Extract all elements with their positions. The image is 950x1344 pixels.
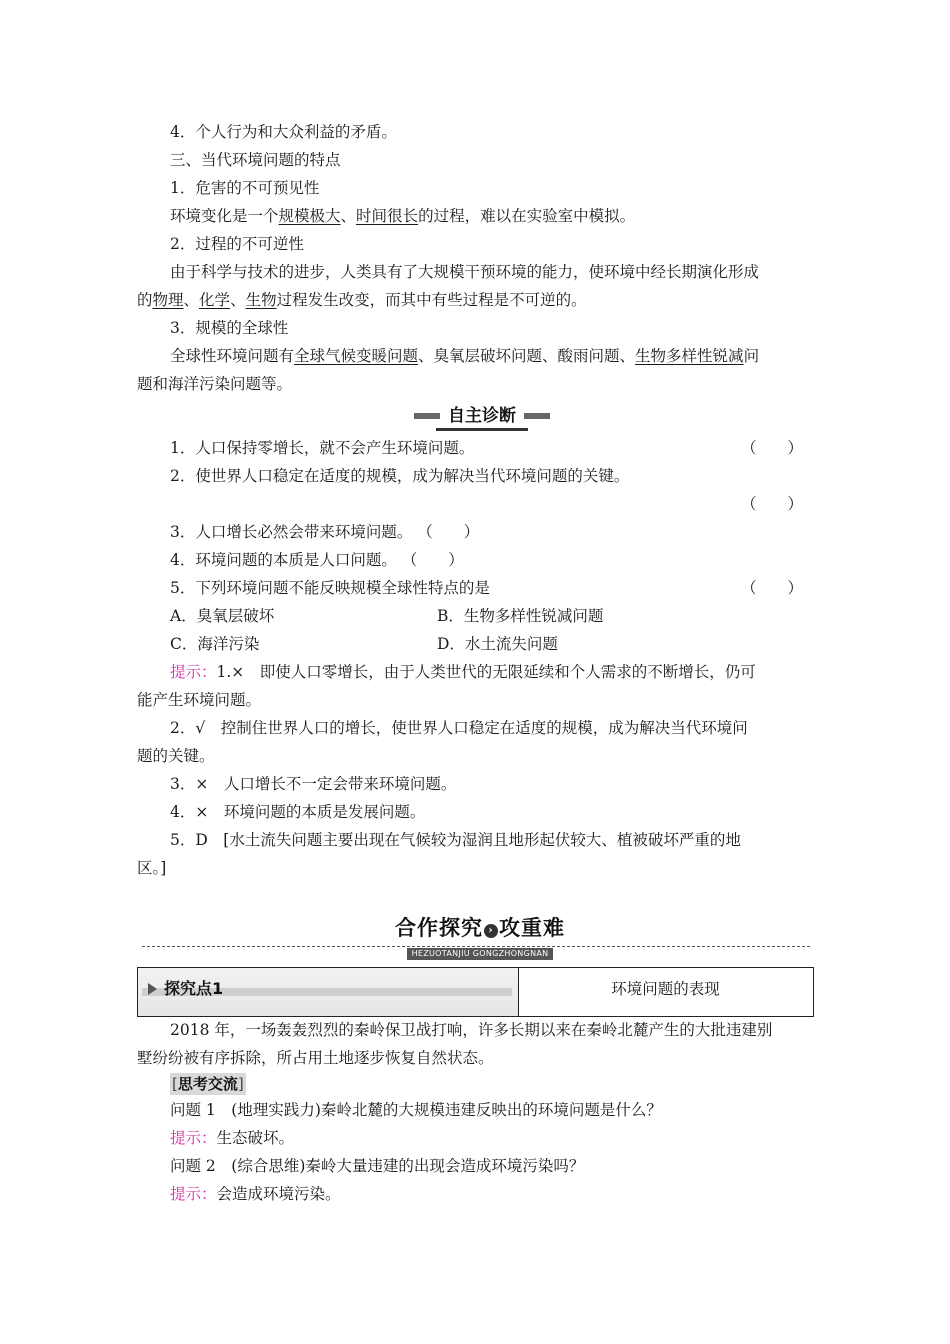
text-line — [137, 289, 587, 311]
question-4: 4．环境问题的本质是人口问题。 （ ） — [170, 551, 464, 569]
answer-5-cont: 区。] — [137, 859, 167, 877]
text: 、 — [183, 291, 200, 309]
underlined-term: 化学 — [199, 291, 231, 309]
text-line: 由于科学与技术的进步，人类具有了大规模干预环境的能力，使环境中经长期演化形成 — [170, 263, 760, 281]
banner-title-a: 合作探究 — [395, 916, 483, 940]
think-exchange-header — [170, 1073, 246, 1095]
answer-paren: （ ） — [741, 439, 804, 457]
self-diagnosis-title: 自主诊断 — [436, 404, 528, 431]
answer-4: 4．× 环境问题的本质是发展问题。 — [170, 803, 426, 821]
text: 、臭氧层破坏问题、酸雨问题、 — [418, 347, 636, 365]
answer-text: 会造成环境污染。 — [216, 1185, 341, 1203]
text: 、 — [340, 207, 357, 225]
text: 的过程，难以在实验室中模拟。 — [418, 207, 636, 225]
inquiry-point-box — [137, 967, 814, 1017]
text: 全球性环境问题有 — [170, 347, 295, 365]
arrow-icon: › — [484, 924, 498, 938]
section-heading: 三、当代环境问题的特点 — [170, 151, 341, 169]
text-line — [170, 345, 759, 367]
answer-3: 3．× 人口增长不一定会带来环境问题。 — [170, 775, 457, 793]
answer-paren: （ ） — [741, 579, 804, 597]
text-line: 4．个人行为和大众利益的矛盾。 — [170, 123, 397, 141]
answer-2: 2．√ 控制住世界人口的增长，使世界人口稳定在适度的规模，成为解决当代环境问 — [170, 719, 748, 737]
question-3: 3．人口增长必然会带来环境问题。 （ ） — [170, 523, 480, 541]
tip-answer — [170, 1127, 294, 1149]
option-d: D．水土流失问题 — [437, 635, 558, 653]
tip-label: 提示： — [170, 1185, 217, 1203]
text: 问 — [743, 347, 760, 365]
tip-label: 提示： — [170, 663, 217, 681]
answer-paren: （ ） — [741, 495, 804, 513]
banner-title — [380, 914, 580, 942]
question-item: 问题 2 (综合思维)秦岭大量违建的出现会造成环境污染吗？ — [170, 1157, 585, 1175]
text: 过程发生改变，而其中有些过程是不可逆的。 — [276, 291, 587, 309]
tag-label: 探究点1 — [164, 979, 224, 998]
question-5: 5．下列环境问题不能反映规模全球性特点的是 — [170, 579, 490, 597]
tip-label: 提示： — [170, 1129, 217, 1147]
underlined-term: 生物多样性锐减 — [635, 347, 744, 365]
option-a: A．臭氧层破坏 — [170, 607, 275, 625]
answer-1-cont: 能产生环境问题。 — [137, 691, 262, 709]
text: 环境变化是一个 — [170, 207, 279, 225]
subheading: 3．规模的全球性 — [170, 319, 289, 337]
divider — [142, 946, 810, 947]
underlined-term: 生物 — [245, 291, 277, 309]
question-item: 问题 1 (地理实践力)秦岭北麓的大规模违建反映出的环境问题是什么？ — [170, 1101, 662, 1119]
self-diagnosis-header — [414, 404, 550, 428]
subheading: 1．危害的不可预见性 — [170, 179, 320, 197]
answer-5: 5．D [水土流失问题主要出现在气候较为湿润且地形起伏较大、植被破坏严重的地 — [170, 831, 741, 849]
bracket-left: [ — [172, 1075, 178, 1093]
banner-title-b: 攻重难 — [499, 916, 565, 940]
text: 、 — [230, 291, 246, 309]
subheading: 2．过程的不可逆性 — [170, 235, 304, 253]
answer-text: 1.× 即使人口零增长，由于人类世代的无限延续和个人需求的不断增长，仍可 — [216, 663, 756, 681]
question-1: 1．人口保持零增长，就不会产生环境问题。 — [170, 439, 475, 457]
cooperative-inquiry-banner — [380, 914, 580, 958]
inquiry-point-left — [138, 968, 519, 1016]
banner-subtitle: HEZUOTANJIU GONGZHONGNAN — [407, 948, 554, 960]
text-line — [170, 205, 635, 227]
tip-answer — [170, 1183, 341, 1205]
underlined-term: 物理 — [152, 291, 184, 309]
inquiry-point-tag — [142, 974, 242, 1004]
answer-1 — [170, 661, 756, 683]
tag-marker-icon — [148, 983, 157, 995]
story-text-cont: 墅纷纷被有序拆除，所占用土地逐步恢复自然状态。 — [137, 1049, 494, 1067]
underlined-term: 规模极大 — [278, 207, 341, 225]
story-text: 2018 年，一场轰轰烈烈的秦岭保卫战打响，许多长期以来在秦岭北麓产生的大批违建别 — [170, 1021, 773, 1039]
text: 的 — [137, 291, 153, 309]
bracket-right: ] — [237, 1075, 244, 1093]
question-2: 2．使世界人口稳定在适度的规模，成为解决当代环境问题的关键。 — [170, 467, 630, 485]
text-line: 题和海洋污染问题等。 — [137, 375, 293, 393]
option-b: B．生物多样性锐减问题 — [437, 607, 604, 625]
underlined-term: 全球气候变暖问题 — [294, 347, 419, 365]
answer-2-cont: 题的关键。 — [137, 747, 215, 765]
inquiry-point-topic: 环境问题的表现 — [611, 980, 720, 998]
underlined-term: 时间很长 — [356, 207, 419, 225]
think-title: 思考交流 — [177, 1075, 238, 1093]
option-c: C．海洋污染 — [170, 635, 260, 653]
answer-text: 生态破坏。 — [216, 1129, 295, 1147]
